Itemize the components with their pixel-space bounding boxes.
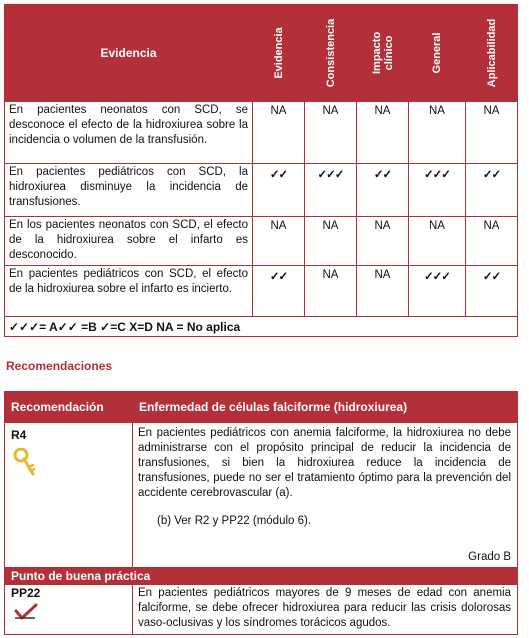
table-row	[5, 266, 518, 317]
recommendation-row	[5, 423, 518, 568]
recommendation-grade: Grado B	[468, 551, 511, 563]
col-header-general: General	[409, 5, 466, 102]
cell-value: ✓✓	[253, 164, 305, 217]
col-header-impacto-clinico: Impacto clínico	[357, 5, 409, 102]
cell-value: NA	[305, 266, 357, 317]
cell-value: ✓✓	[466, 164, 518, 217]
cell-value: ✓✓	[253, 266, 305, 317]
evidence-table	[4, 4, 518, 337]
cell-value: ✓✓✓	[305, 164, 357, 217]
table-row	[5, 217, 518, 266]
evidence-text: En los pacientes neonatos con SCD, el efecto de la hidroxiurea sobre el infarto es desconocido.	[5, 217, 253, 266]
cell-value: NA	[409, 217, 466, 266]
key-icon	[5, 442, 132, 483]
cell-value: NA	[466, 102, 518, 164]
col-header-evidencia: Evidencia	[253, 5, 305, 102]
recommendation-reference: (b) Ver R2 y PP22 (módulo 6).	[157, 515, 312, 527]
checkmark-icon	[5, 600, 132, 626]
good-practice-text-cell	[133, 585, 518, 635]
cell-value: NA	[253, 217, 305, 266]
cell-value: ✓✓✓	[409, 164, 466, 217]
recomendacion-header: Recomendación	[5, 392, 133, 423]
cell-value: NA	[466, 217, 518, 266]
good-practice-text: En pacientes pediátricos mayores de 9 meses de edad con anemia falciforme, se debe ofrecer hidroxiurea para reducir las crisis dolorosas vaso-oclusivas y los síndromes torácicos agudos.	[138, 587, 511, 629]
cell-value: NA	[305, 102, 357, 164]
evidence-header: Evidencia	[5, 5, 253, 102]
good-practice-title: Punto de buena práctica	[5, 568, 518, 585]
cell-value: ✓✓	[466, 266, 518, 317]
good-practice-header-row	[5, 568, 518, 585]
evidence-text: En pacientes neonatos con SCD, se desconoce el efecto de la hidroxiurea sobre la incidencia o volumen de la transfusión.	[5, 102, 253, 164]
cell-value: ✓✓	[357, 164, 409, 217]
recommendation-code: R4	[11, 428, 27, 442]
good-practice-code: PP22	[11, 586, 41, 600]
recommendations-header-row	[5, 392, 518, 423]
evidence-header-row	[5, 5, 518, 102]
recommendations-table	[4, 391, 518, 635]
table-row	[5, 164, 518, 217]
good-practice-id-cell	[5, 585, 133, 635]
col-header-aplicabilidad: Aplicabilidad	[466, 5, 518, 102]
cell-value: NA	[357, 217, 409, 266]
grade-legend: ✓✓✓= A✓✓ =B ✓=C X=D NA = No aplica	[5, 317, 518, 337]
recommendation-id-cell	[5, 423, 133, 568]
recommendation-text-cell	[133, 423, 518, 568]
recommendation-text: En pacientes pediátricos con anemia falciforme, la hidroxiurea no debe administrarse con el propósito principal de reducir la incidencia de transfusiones, si bien la hidroxiurea reduce la incidencia de transfusiones, puede no ser el tratamiento óptimo para la prevención del accidente cerebrovascular (a).	[138, 427, 511, 499]
cell-value: NA	[305, 217, 357, 266]
cell-value: NA	[409, 102, 466, 164]
disease-header: Enfermedad de células falciforme (hidroxiurea)	[133, 392, 518, 423]
good-practice-row	[5, 585, 518, 635]
table-row	[5, 102, 518, 164]
section-title: Recomendaciones	[6, 359, 113, 373]
evidence-text: En pacientes pediátricos con SCD, la hidroxiurea disminuye la incidencia de transfusiones.	[5, 164, 253, 217]
cell-value: NA	[357, 266, 409, 317]
evidence-text: En pacientes pediátricos con SCD, el efecto de la hidroxiurea sobre el infarto es incierto.	[5, 266, 253, 317]
col-header-consistencia: Consistencia	[305, 5, 357, 102]
cell-value: ✓✓✓	[409, 266, 466, 317]
cell-value: NA	[253, 102, 305, 164]
cell-value: NA	[357, 102, 409, 164]
legend-row	[5, 317, 518, 337]
